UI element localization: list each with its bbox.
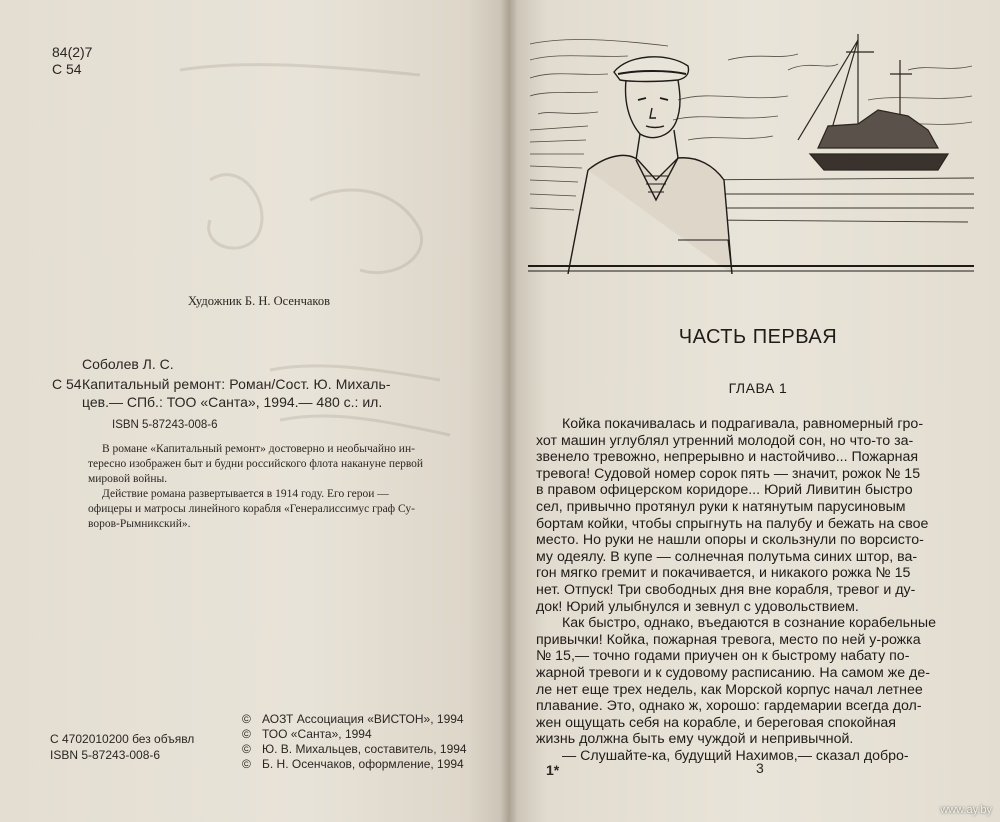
watermark: www.ay.by — [940, 804, 992, 816]
part-title: ЧАСТЬ ПЕРВАЯ — [678, 326, 838, 348]
catalog-mark: С 54 — [52, 376, 82, 392]
signature-mark: 1* — [546, 762, 560, 778]
copyright-item: © Ю. В. Михальцев, составитель, 1994 — [242, 742, 467, 756]
chapter-title: ГЛАВА 1 — [728, 380, 788, 396]
annotation-line: Действие романа развертывается в 1914 году. Его герои — — [102, 488, 389, 500]
paragraph-2: Как быстро, однако, въедаются в сознание корабельные привычки! Койка, пожарная тревога, место по ней у-рожка № 15,— точно годами приучен он к быстрому набату по- жарной тревоги и к судовому расписанию. На самом же де- ле нет еще трех недель, как Морской корпус начал летнее плавание. Это, однако ж, хорошо: гардемарии всегда дол- жен ощущать себя на корабле, и береговая спокойная жизнь должна быть ему чуждой и непривычной. — [536, 615, 936, 748]
annotation-line: воров-Рымникский». — [88, 518, 191, 530]
bibliographic-line-2: цев.— СПб.: ТОО «Санта», 1994.— 480 с.: ил. — [82, 394, 383, 410]
bibliographic-line-1: Капитальный ремонт: Роман/Сост. Ю. Михаль- — [82, 376, 391, 392]
paragraph-1: Койка покачивалась и подрагивала, равномерный гро- хот машин углублял утренний молодой сон, но что-то за- звенело тревожно, непрерывно и настойчиво... Пожарная тревога! Судовой номер сорок пять — значит, рожок № 15 в правом офицерском коридоре... Юрий Ливитин быстро сел, привычно протянул руки к натянутым парусиновым бортам койки, чтобы спрыгнуть на палубу и бежать на свое место. Но руки не нашли опоры и скользнули по ворсисто- му одеялу. В купе — солнечная полутьма синих штор, ва- гон мягко гремит и покачивается, и никакого рожка № 15 нет. Отпуск! Три свободных дня вне корабля, тревог и ду- док! Юрий улыбнулся и зевнул с удовольствием. — [536, 416, 929, 615]
isbn-line: ISBN 5-87243-008-6 — [112, 419, 218, 431]
author-mark: С 54 — [52, 61, 82, 77]
classification-code: 84(2)7 — [52, 44, 93, 60]
author-name: Соболев Л. С. — [82, 356, 174, 372]
annotation-line: В романе «Капитальный ремонт» достоверно и необычайно ин- — [102, 443, 415, 455]
annotation-line: тересно изображен быт и будни российского флота накануне первой — [88, 458, 424, 470]
copyright-item: © Б. Н. Осенчаков, оформление, 1994 — [242, 757, 464, 771]
sailor-ship-illustration — [528, 30, 974, 274]
annotation-block — [88, 442, 482, 532]
annotation-line: офицеры и матросы линейного корабля «Генералиссимус граф Су- — [88, 503, 415, 515]
copyright-item: © АОЗТ Ассоциация «ВИСТОН», 1994 — [242, 712, 464, 726]
isbn-bottom: ISBN 5-87243-008-6 — [50, 748, 161, 762]
copyright-item: © ТОО «Санта», 1994 — [242, 727, 372, 741]
illustrator-credit: Художник Б. Н. Осенчаков — [188, 294, 330, 308]
publisher-code: С 4702010200 без объявл — [50, 732, 195, 746]
chapter-body — [536, 416, 976, 764]
copyright-list — [242, 712, 467, 772]
book-gutter — [500, 0, 518, 822]
annotation-line: мировой войны. — [88, 473, 168, 485]
paragraph-3: — Слушайте-ка, будущий Нахимов,— сказал добро- — [562, 747, 909, 764]
page-number: 3 — [756, 760, 764, 776]
